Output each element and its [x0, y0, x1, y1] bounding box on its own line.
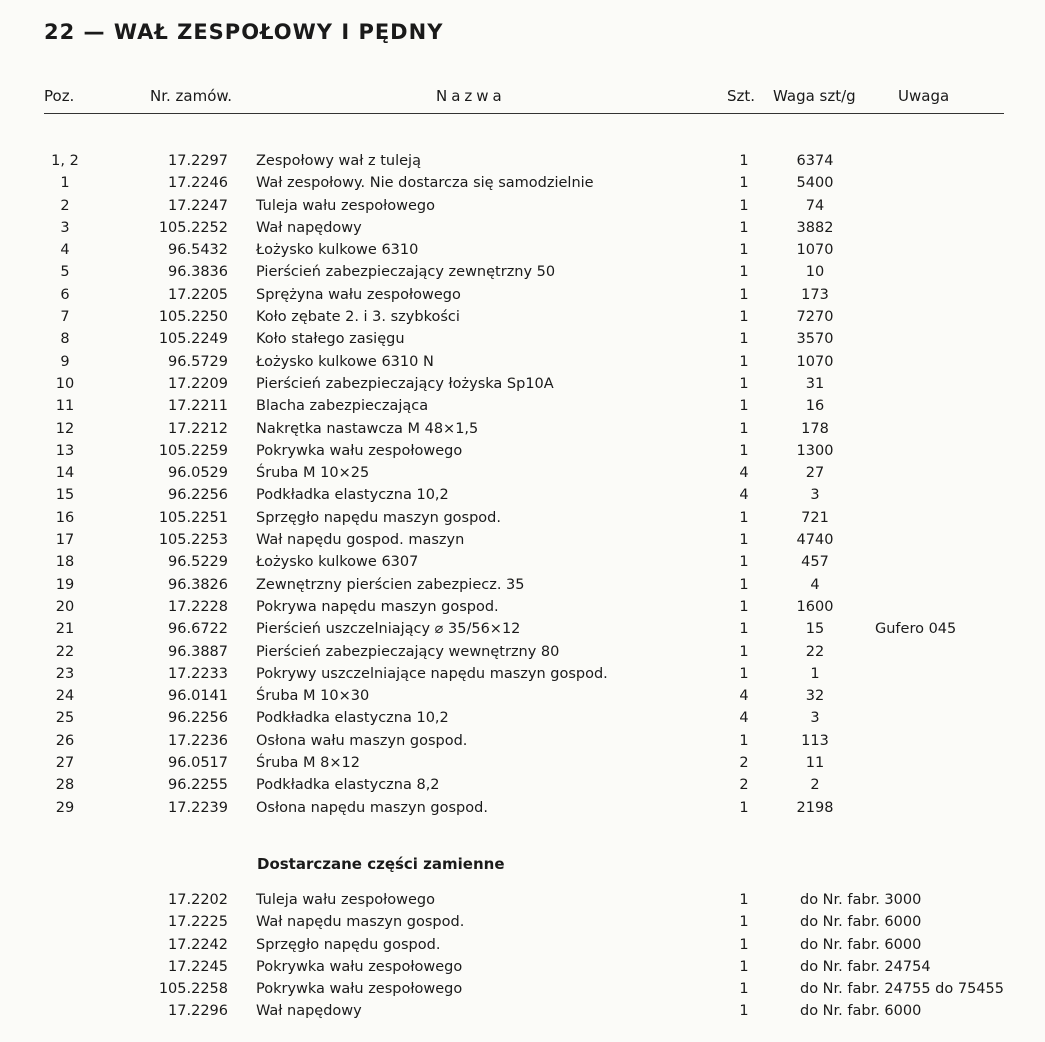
- part-quantity: 2: [739, 755, 749, 772]
- part-name: Łożysko kulkowe 6310 N: [256, 353, 434, 370]
- part-quantity: 1: [739, 665, 749, 682]
- part-quantity: 1: [739, 509, 749, 526]
- part-position: 21: [55, 621, 75, 638]
- part-order-number: 105.2251: [158, 509, 228, 526]
- spare-quantity: 1: [739, 914, 749, 931]
- part-weight: 3: [810, 710, 820, 727]
- part-name: Sprężyna wału zespołowego: [256, 286, 461, 303]
- table-row: [0, 707, 1045, 729]
- list-item: [0, 978, 1045, 1000]
- part-order-number: 17.2205: [168, 286, 228, 303]
- part-weight: 4: [810, 576, 820, 593]
- part-weight: 11: [805, 755, 825, 772]
- part-order-number: 96.3836: [168, 264, 228, 281]
- part-order-number: 96.0517: [168, 755, 228, 772]
- part-remark: Gufero 045: [875, 621, 957, 638]
- spares-section-title: Dostarczane części zamienne: [257, 855, 505, 873]
- part-order-number: 17.2246: [168, 175, 228, 192]
- table-row: [0, 507, 1045, 529]
- part-order-number: 17.2247: [168, 197, 228, 214]
- part-quantity: 1: [739, 353, 749, 370]
- part-quantity: 1: [739, 576, 749, 593]
- list-item: [0, 1000, 1045, 1022]
- part-name: Osłona wału maszyn gospod.: [256, 732, 468, 749]
- part-name: Tuleja wału zespołowego: [256, 197, 435, 214]
- spare-name: Wał napędu maszyn gospod.: [256, 914, 465, 931]
- part-position: 22: [55, 643, 75, 660]
- table-row: [0, 328, 1045, 350]
- part-position: 12: [55, 420, 75, 437]
- part-weight: 6374: [796, 153, 834, 169]
- spare-name: Wał napędowy: [256, 1003, 362, 1020]
- part-name: Śruba M 10×30: [256, 688, 370, 705]
- spare-note: do Nr. fabr. 6000: [800, 936, 922, 953]
- part-order-number: 17.2233: [168, 665, 228, 682]
- part-quantity: 1: [739, 242, 749, 259]
- spare-quantity: 1: [739, 981, 749, 998]
- table-row: [0, 529, 1045, 551]
- part-quantity: 4: [739, 487, 749, 504]
- table-row: [0, 418, 1045, 440]
- table-row: [0, 484, 1045, 506]
- part-quantity: 2: [739, 777, 749, 794]
- table-row: [0, 172, 1045, 194]
- spare-name: Sprzęgło napędu gospod.: [256, 936, 441, 953]
- part-position: 27: [55, 755, 75, 772]
- part-quantity: 1: [739, 643, 749, 660]
- part-name: Koło stałego zasięgu: [256, 331, 405, 348]
- part-name: Podkładka elastyczna 8,2: [256, 777, 440, 794]
- spare-order-number: 17.2202: [168, 892, 228, 908]
- part-name: Wał napędu gospod. maszyn: [256, 532, 465, 549]
- part-order-number: 17.2239: [168, 799, 228, 816]
- part-weight: 5400: [796, 175, 834, 192]
- table-row: [0, 150, 1045, 172]
- spares-table: [0, 889, 1045, 1023]
- table-row: [0, 306, 1045, 328]
- part-weight: 7270: [796, 309, 834, 326]
- part-order-number: 105.2252: [158, 219, 228, 236]
- part-position: 1: [60, 175, 70, 192]
- part-quantity: 1: [739, 532, 749, 549]
- spare-quantity: 1: [739, 958, 749, 975]
- part-name: Sprzęgło napędu maszyn gospod.: [256, 509, 501, 526]
- page-title: 22 — WAŁ ZESPOŁOWY I PĘDNY: [44, 20, 444, 44]
- part-weight: 113: [801, 732, 829, 749]
- part-name: Zespołowy wał z tuleją: [256, 153, 421, 169]
- table-row: [0, 618, 1045, 640]
- part-name: Śruba M 10×25: [256, 465, 370, 482]
- part-order-number: 96.0529: [168, 465, 228, 482]
- part-quantity: 1: [739, 197, 749, 214]
- table-row: [0, 261, 1045, 283]
- part-position: 17: [55, 532, 75, 549]
- table-row: [0, 574, 1045, 596]
- part-weight: 1070: [796, 353, 834, 370]
- part-order-number: 96.3887: [168, 643, 228, 660]
- part-name: Podkładka elastyczna 10,2: [256, 487, 449, 504]
- part-quantity: 4: [739, 465, 749, 482]
- part-weight: 27: [805, 465, 825, 482]
- part-order-number: 96.5729: [168, 353, 228, 370]
- part-weight: 2: [810, 777, 820, 794]
- part-quantity: 4: [739, 710, 749, 727]
- table-row: [0, 284, 1045, 306]
- part-name: Łożysko kulkowe 6310: [256, 242, 419, 259]
- part-weight: 3882: [796, 219, 834, 236]
- part-name: Nakrętka nastawcza M 48×1,5: [256, 420, 479, 437]
- part-quantity: 1: [739, 175, 749, 192]
- part-order-number: 96.0141: [168, 688, 228, 705]
- part-position: 29: [55, 799, 75, 816]
- table-row: [0, 596, 1045, 618]
- spare-note: do Nr. fabr. 3000: [800, 892, 922, 908]
- table-row: [0, 663, 1045, 685]
- part-position: 11: [55, 398, 75, 415]
- part-weight: 721: [801, 509, 829, 526]
- part-quantity: 1: [739, 442, 749, 459]
- part-quantity: 1: [739, 153, 749, 169]
- part-name: Osłona napędu maszyn gospod.: [256, 799, 488, 816]
- parts-table: [0, 150, 1045, 819]
- spare-order-number: 17.2242: [168, 936, 228, 953]
- part-quantity: 1: [739, 799, 749, 816]
- spare-name: Tuleja wału zespołowego: [256, 892, 435, 908]
- spare-note: do Nr. fabr. 24755 do 75455: [800, 981, 1004, 998]
- part-quantity: 1: [739, 264, 749, 281]
- part-order-number: 96.3826: [168, 576, 228, 593]
- list-item: [0, 889, 1045, 911]
- part-position: 15: [55, 487, 75, 504]
- part-name: Blacha zabezpieczająca: [256, 398, 429, 415]
- spare-quantity: 1: [739, 1003, 749, 1020]
- part-position: 14: [55, 465, 75, 482]
- part-weight: 74: [805, 197, 825, 214]
- column-header-nr: Nr. zamów.: [150, 87, 233, 105]
- part-weight: 1300: [796, 442, 834, 459]
- part-weight: 1: [810, 665, 820, 682]
- spare-note: do Nr. fabr. 24754: [800, 958, 931, 975]
- list-item: [0, 956, 1045, 978]
- part-name: Koło zębate 2. i 3. szybkości: [256, 309, 460, 326]
- part-order-number: 105.2259: [158, 442, 228, 459]
- part-order-number: 105.2253: [158, 532, 228, 549]
- spare-name: Pokrywka wału zespołowego: [256, 981, 463, 998]
- part-position: 20: [55, 598, 75, 615]
- part-order-number: 17.2228: [168, 598, 228, 615]
- table-row: [0, 685, 1045, 707]
- part-position: 28: [55, 777, 75, 794]
- table-row: [0, 373, 1045, 395]
- part-quantity: 1: [739, 398, 749, 415]
- part-weight: 10: [805, 264, 825, 281]
- part-weight: 2198: [796, 799, 834, 816]
- part-quantity: 1: [739, 219, 749, 236]
- part-position: 10: [55, 375, 75, 392]
- part-order-number: 17.2211: [168, 398, 228, 415]
- table-row: [0, 217, 1045, 239]
- part-position: 19: [55, 576, 75, 593]
- column-header-uwaga: Uwaga: [898, 87, 950, 105]
- part-name: Pierścień zabezpieczający łożyska Sp10A: [256, 375, 554, 392]
- table-row: [0, 440, 1045, 462]
- part-name: Pierścień zabezpieczający wewnętrzny 80: [256, 643, 560, 660]
- part-position: 26: [55, 732, 75, 749]
- part-name: Pierścień zabezpieczający zewnętrzny 50: [256, 264, 556, 281]
- part-position: 23: [55, 665, 75, 682]
- part-order-number: 96.6722: [168, 621, 228, 638]
- part-name: Wał napędowy: [256, 219, 362, 236]
- spare-name: Pokrywka wału zespołowego: [256, 958, 463, 975]
- part-weight: 173: [801, 286, 829, 303]
- part-weight: 1600: [796, 598, 834, 615]
- part-quantity: 1: [739, 375, 749, 392]
- list-item: [0, 911, 1045, 933]
- part-order-number: 17.2209: [168, 375, 228, 392]
- part-order-number: 105.2249: [158, 331, 228, 348]
- part-position: 2: [60, 197, 70, 214]
- part-quantity: 1: [739, 331, 749, 348]
- part-order-number: 17.2236: [168, 732, 228, 749]
- part-name: Pokrywka wału zespołowego: [256, 442, 463, 459]
- header-divider: [44, 113, 1004, 114]
- part-weight: 31: [805, 375, 825, 392]
- part-name: Zewnętrzny pierścien zabezpiecz. 35: [256, 576, 525, 593]
- column-header-poz: Poz.: [44, 87, 75, 105]
- spare-quantity: 1: [739, 892, 749, 908]
- table-row: [0, 351, 1045, 373]
- spare-quantity: 1: [739, 936, 749, 953]
- part-name: Łożysko kulkowe 6307: [256, 554, 419, 571]
- part-position: 7: [60, 309, 70, 326]
- table-row: [0, 797, 1045, 819]
- list-item: [0, 934, 1045, 956]
- table-row: [0, 774, 1045, 796]
- part-quantity: 1: [739, 420, 749, 437]
- spare-order-number: 17.2245: [168, 958, 228, 975]
- part-weight: 3570: [796, 331, 834, 348]
- part-order-number: 96.2255: [168, 777, 228, 794]
- spare-note: do Nr. fabr. 6000: [800, 914, 922, 931]
- part-weight: 32: [805, 688, 825, 705]
- spare-order-number: 105.2258: [158, 981, 228, 998]
- part-position: 9: [60, 353, 70, 370]
- spare-order-number: 17.2225: [168, 914, 228, 931]
- table-row: [0, 752, 1045, 774]
- part-position: 25: [55, 710, 75, 727]
- part-weight: 457: [801, 554, 829, 571]
- table-row: [0, 551, 1045, 573]
- table-row: [0, 730, 1045, 752]
- part-order-number: 17.2297: [168, 153, 228, 169]
- part-name: Pokrywy uszczelniające napędu maszyn gospod.: [256, 665, 608, 682]
- part-order-number: 17.2212: [168, 420, 228, 437]
- part-name: Pokrywa napędu maszyn gospod.: [256, 598, 499, 615]
- part-quantity: 1: [739, 621, 749, 638]
- part-quantity: 1: [739, 732, 749, 749]
- table-row: [0, 239, 1045, 261]
- part-position: 4: [60, 242, 70, 259]
- table-row: [0, 195, 1045, 217]
- part-quantity: 1: [739, 554, 749, 571]
- part-weight: 178: [801, 420, 829, 437]
- part-weight: 4740: [796, 532, 834, 549]
- spare-order-number: 17.2296: [168, 1003, 228, 1020]
- table-row: [0, 395, 1045, 417]
- part-weight: 15: [805, 621, 825, 638]
- part-weight: 22: [805, 643, 825, 660]
- spare-note: do Nr. fabr. 6000: [800, 1003, 922, 1020]
- column-header-nazwa: Nazwa: [436, 87, 506, 105]
- part-weight: 3: [810, 487, 820, 504]
- part-position: 16: [55, 509, 75, 526]
- part-order-number: 96.5229: [168, 554, 228, 571]
- table-row: [0, 641, 1045, 663]
- part-position: 24: [55, 688, 75, 705]
- part-position: 8: [60, 331, 70, 348]
- column-header-szt: Szt.: [727, 87, 756, 105]
- part-order-number: 105.2250: [158, 309, 228, 326]
- part-quantity: 4: [739, 688, 749, 705]
- part-order-number: 96.2256: [168, 710, 228, 727]
- part-name: Wał zespołowy. Nie dostarcza się samodzielnie: [256, 175, 594, 192]
- part-position: 6: [60, 286, 70, 303]
- part-position: 3: [60, 219, 70, 236]
- part-quantity: 1: [739, 598, 749, 615]
- part-quantity: 1: [739, 309, 749, 326]
- part-name: Pierścień uszczelniający ⌀ 35/56×12: [256, 621, 521, 638]
- part-weight: 16: [805, 398, 825, 415]
- part-weight: 1070: [796, 242, 834, 259]
- part-name: Podkładka elastyczna 10,2: [256, 710, 449, 727]
- part-position: 13: [55, 442, 75, 459]
- part-order-number: 96.5432: [168, 242, 228, 259]
- part-position: 18: [55, 554, 75, 571]
- part-order-number: 96.2256: [168, 487, 228, 504]
- part-name: Śruba M 8×12: [256, 755, 360, 772]
- part-position: 1, 2: [51, 153, 79, 169]
- part-position: 5: [60, 264, 70, 281]
- column-header-waga: Waga szt/g: [773, 87, 856, 105]
- part-quantity: 1: [739, 286, 749, 303]
- table-row: [0, 462, 1045, 484]
